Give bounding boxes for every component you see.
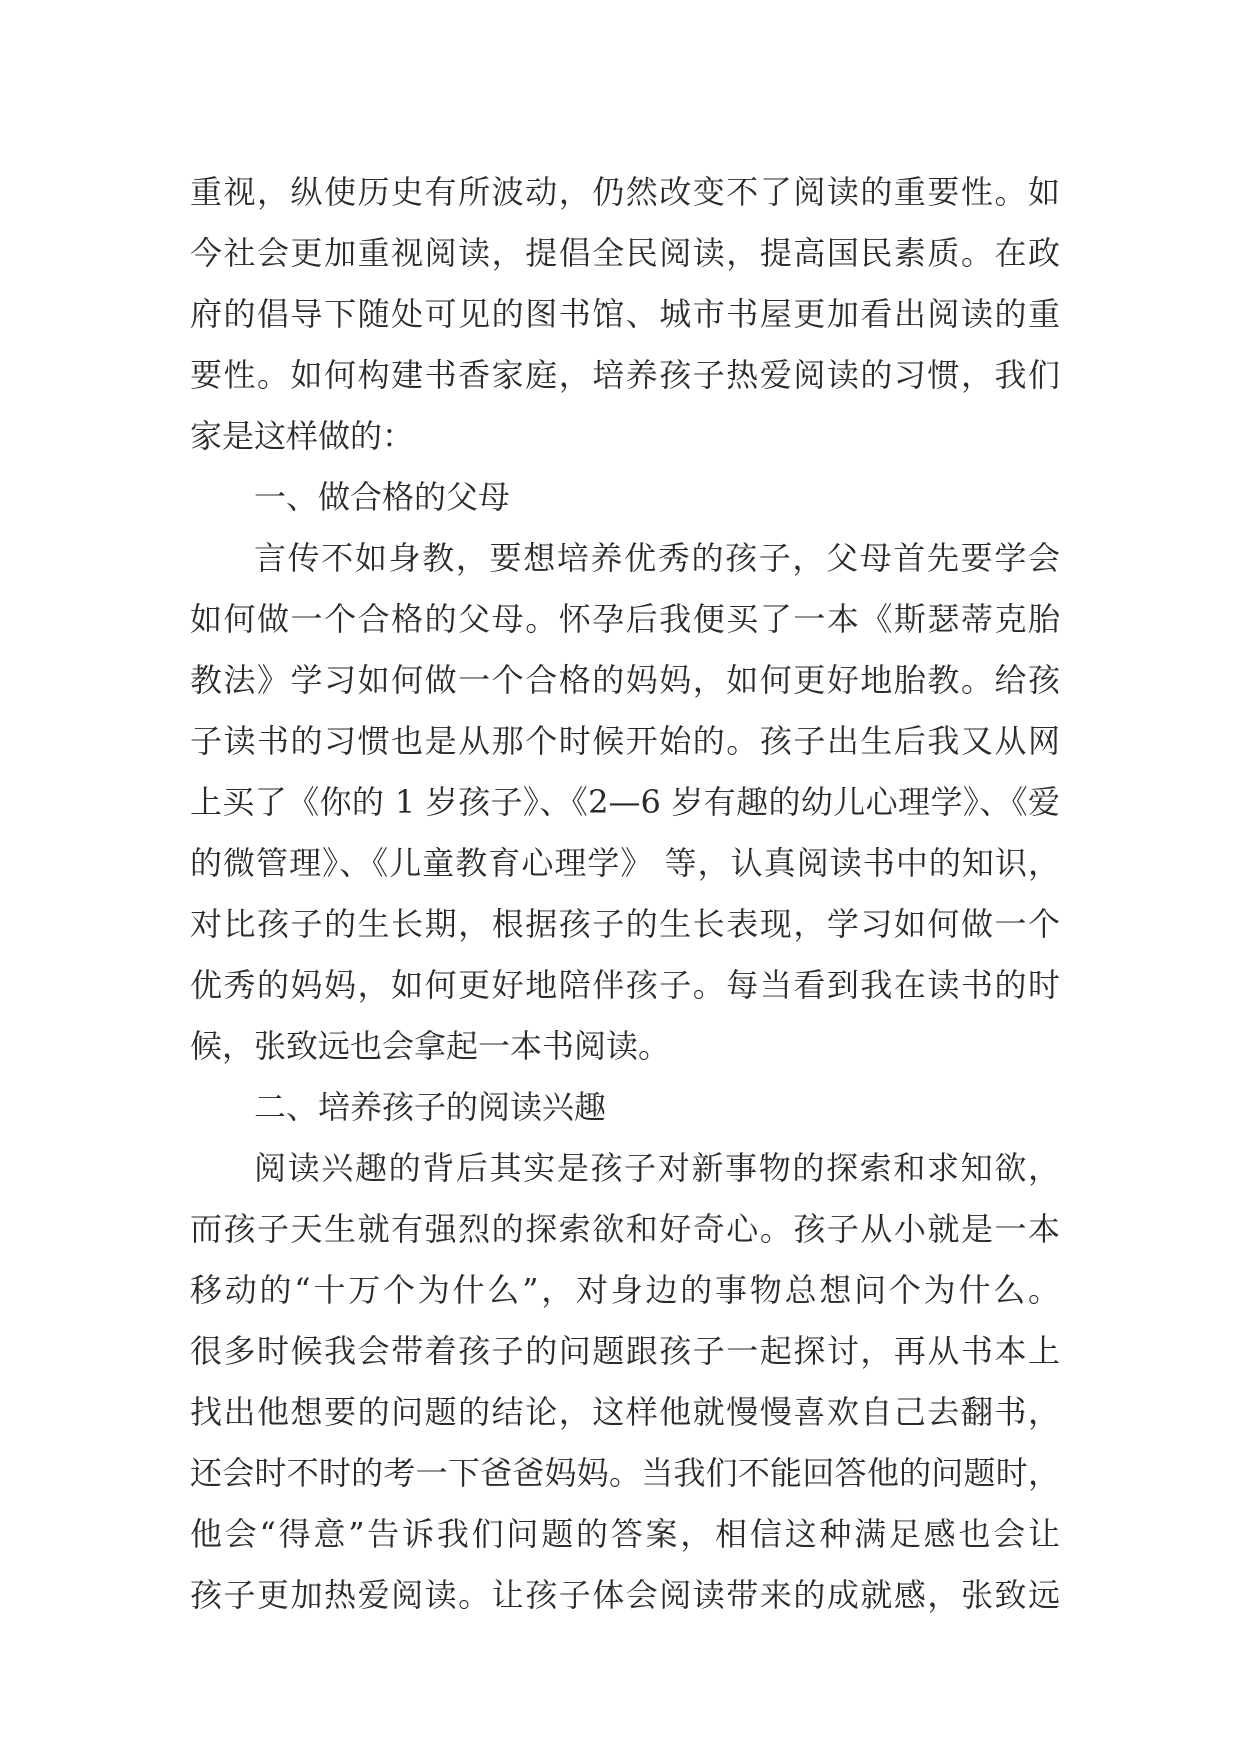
text-line: 的微管理》、《儿童教育心理学》 等，认真阅读书中的知识，: [190, 844, 1060, 882]
text-line: 找出他想要的问题的结论，这样他就慢慢喜欢自己去翻书，: [190, 1393, 1060, 1431]
text-line: 而孩子天生就有强烈的探索欲和好奇心。孩子从小就是一本: [190, 1210, 1060, 1248]
text-line: 对比孩子的生长期，根据孩子的生长表现，学习如何做一个: [190, 905, 1060, 943]
text-line: 府的倡导下随处可见的图书馆、城市书屋更加看出阅读的重: [190, 295, 1060, 333]
text-line: 教法》学习如何做一个合格的妈妈，如何更好地胎教。给孩: [190, 661, 1060, 699]
section-heading: 二、培养孩子的阅读兴趣: [254, 1088, 607, 1126]
document-body: [190, 162, 1060, 1626]
text-line: 要性。如何构建书香家庭，培养孩子热爱阅读的习惯，我们: [190, 356, 1060, 394]
text-line: 优秀的妈妈，如何更好地陪伴孩子。每当看到我在读书的时: [190, 966, 1060, 1004]
text-line: 还会时不时的考一下爸爸妈妈。当我们不能回答他的问题时，: [190, 1454, 1060, 1492]
text-line: 重视，纵使历史有所波动，仍然改变不了阅读的重要性。如: [190, 173, 1060, 211]
text-line: 阅读兴趣的背后其实是孩子对新事物的探索和求知欲，: [254, 1149, 1060, 1187]
text-line: 子读书的习惯也是从那个时候开始的。孩子出生后我又从网: [190, 722, 1060, 760]
text-line: 言传不如身教，要想培养优秀的孩子，父母首先要学会: [254, 539, 1060, 577]
text-line: 移动的“十万个为什么”，对身边的事物总想问个为什么。: [190, 1271, 1060, 1309]
text-line: 上买了《你的 1 岁孩子》、《2—6 岁有趣的幼儿心理学》、《爱: [190, 783, 1060, 821]
text-line: 家是这样做的：: [190, 417, 415, 455]
text-line: 候，张致远也会拿起一本书阅读。: [190, 1027, 671, 1065]
text-line: 如何做一个合格的父母。怀孕后我便买了一本《斯瑟蒂克胎: [190, 600, 1060, 638]
text-line: 他会“得意”告诉我们问题的答案，相信这种满足感也会让: [190, 1515, 1060, 1553]
text-line: 今社会更加重视阅读，提倡全民阅读，提高国民素质。在政: [190, 234, 1060, 272]
text-line: 很多时候我会带着孩子的问题跟孩子一起探讨，再从书本上: [190, 1332, 1060, 1370]
text-line: 孩子更加热爱阅读。让孩子体会阅读带来的成就感，张致远: [190, 1576, 1060, 1614]
section-heading: 一、做合格的父母: [254, 478, 511, 516]
